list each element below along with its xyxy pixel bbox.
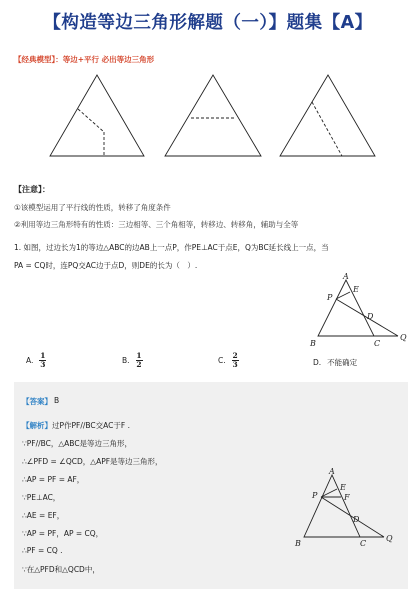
answer-label: 【答案】 [22, 397, 52, 406]
analysis-line-9: ∵在△PFD和△QCD中， [22, 565, 100, 574]
model-label: 【经典模型】 [14, 55, 56, 64]
triangle-3 [280, 75, 375, 156]
classic-model-line [14, 54, 154, 65]
fig1-label-p: P [327, 293, 333, 302]
choice-c[interactable]: C. $\frac{2}{3}$ [218, 351, 238, 369]
choice-c-fraction: $\frac{2}{3}$ [232, 351, 238, 369]
fig2-label-d: D [353, 515, 360, 524]
choice-b-fraction: $\frac{1}{2}$ [136, 351, 142, 369]
fig2-label-c: C [360, 539, 367, 547]
choice-b[interactable]: B. $\frac{1}{2}$ [122, 351, 142, 369]
answer-box [14, 382, 408, 589]
page-title: 【构造等边三角形解题（一）】题集【A】 [43, 13, 373, 33]
question-figure [300, 272, 416, 354]
fig2-label-f: F [344, 493, 350, 502]
analysis-figure [288, 467, 400, 547]
analysis-line-3: ∴∠PFD = ∠QCD，△APF是等边三角形， [22, 457, 163, 466]
fig2-label-e: E [340, 483, 346, 492]
choice-a[interactable]: A. $\frac{1}{3}$ [26, 351, 46, 369]
question-line-1: 1. 如图，过边长为1的等边△ABC的边AB上一点P，作PE⊥AC于点E，Q为BC延长线上一点，当 [14, 243, 329, 252]
triangle-2 [165, 75, 261, 156]
model-triangles-figure [40, 70, 410, 162]
analysis-line-7: ∵AP = PF，AP = CQ， [22, 529, 104, 538]
question-line-2: PA = CQ时，连PQ交AC边于点D，则DE的长为（ ）. [14, 261, 198, 270]
fig2-label-q: Q [386, 534, 393, 543]
choice-a-fraction: $\frac{1}{3}$ [40, 351, 46, 369]
analysis-line-6: ∴AE = EF， [22, 511, 65, 520]
fig2-label-a: A [329, 467, 335, 476]
fig1-label-e: E [353, 285, 359, 294]
triangle-1 [50, 75, 144, 156]
notes-heading: 【注意】： [14, 185, 50, 194]
choice-d[interactable]: D. 不能确定 [313, 358, 358, 367]
fig1-label-d: D [367, 312, 374, 321]
analysis-line-2: ∵PF//BC，△ABC是等边三角形， [22, 439, 133, 448]
analysis-line-5: ∵PE⊥AC， [22, 493, 61, 502]
fig2-label-p: P [312, 491, 318, 500]
fig1-label-c: C [374, 339, 381, 348]
analysis-line-8: ∴PF = CQ . [22, 546, 63, 555]
note-item-1: ①该模型运用了平行线的性质，转移了角度条件 [14, 203, 171, 212]
analysis-line-4: ∴AP = PF = AF， [22, 475, 85, 484]
fig2-label-b: B [295, 539, 301, 547]
note-item-2: ②利用等边三角形特有的性质：三边相等、三个角相等，转移边、转移角，辅助与全等 [14, 220, 299, 229]
fig1-label-q: Q [400, 333, 407, 342]
fig1-label-b: B [310, 339, 316, 348]
fig1-label-a: A [343, 272, 349, 281]
analysis-label: 【解析】 [22, 421, 52, 430]
model-content: ：等边+平行 必出等边三角形 [55, 55, 155, 64]
analysis-line-1: 【解析】过P作PF//BC交AC于F . [22, 421, 130, 430]
answer-value: B [54, 396, 60, 405]
